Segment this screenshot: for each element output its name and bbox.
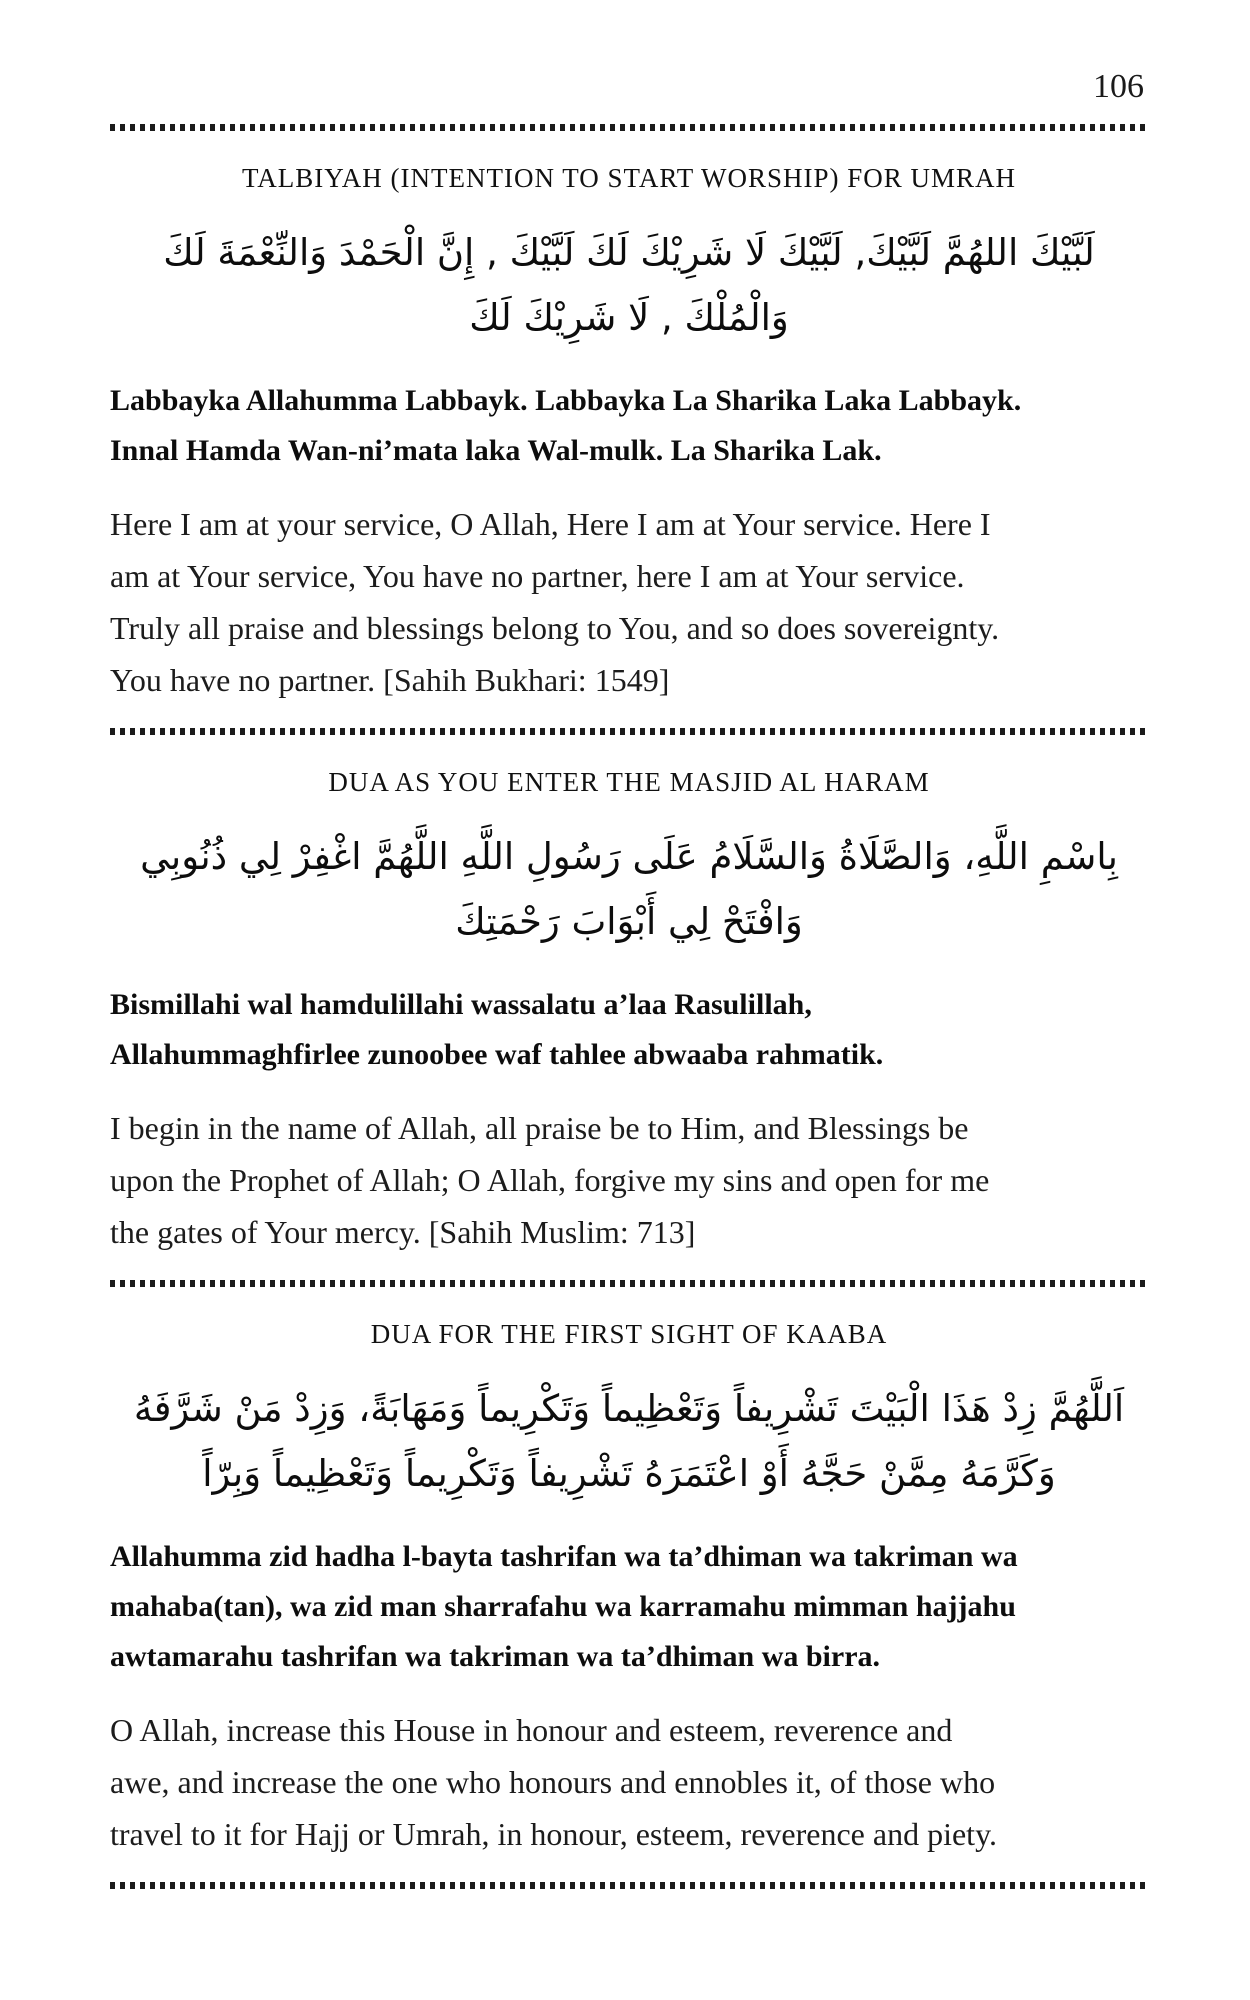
dua-section-first-sight-of-kaaba <box>110 1319 1148 1889</box>
translation-text <box>110 1704 1148 1860</box>
dotted-divider <box>110 1882 1148 1889</box>
dua-section-masjid-al-haram <box>110 767 1148 1287</box>
dotted-divider <box>110 1280 1148 1287</box>
translation-line: Here I am at your service, O Allah, Here I am at Your service. Here I <box>110 506 991 542</box>
translation-line: Truly all praise and blessings belong to You, and so does sovereignty. <box>110 610 1000 646</box>
transliteration-line: awtamarahu tashrifan wa takriman wa ta’dhiman wa birra. <box>110 1640 881 1673</box>
transliteration-text <box>110 376 1148 476</box>
translation-line: You have no partner. [Sahih Bukhari: 1549] <box>110 662 670 698</box>
dua-section-talbiyah <box>110 163 1148 735</box>
arabic-text-line: بِاسْمِ اللَّهِ، وَالصَّلَاةُ وَالسَّلَامُ عَلَى رَسُولِ اللَّهِ اللَّهُمَّ اغْفِرْ لِي ذُنُوبِي <box>140 835 1118 878</box>
arabic-text-line: وَافْتَحْ لِي أَبْوَابَ رَحْمَتِكَ <box>455 900 803 943</box>
page-number: 106 <box>1093 68 1144 105</box>
transliteration-line: Labbayka Allahumma Labbayk. Labbayka La Sharika Laka Labbayk. <box>110 384 1022 417</box>
translation-line: upon the Prophet of Allah; O Allah, forgive my sins and open for me <box>110 1162 990 1198</box>
arabic-text <box>110 824 1148 954</box>
translation-line: I begin in the name of Allah, all praise be to Him, and Blessings be <box>110 1110 969 1146</box>
translation-text <box>110 1102 1148 1258</box>
transliteration-line: mahaba(tan), wa zid man sharrafahu wa karramahu mimman hajjahu <box>110 1590 1016 1623</box>
arabic-text <box>110 1376 1148 1506</box>
transliteration-text <box>110 1532 1148 1682</box>
translation-text <box>110 498 1148 706</box>
section-heading: TALBIYAH (INTENTION TO START WORSHIP) FOR UMRAH <box>241 163 1017 193</box>
translation-line: O Allah, increase this House in honour and esteem, reverence and <box>110 1712 953 1748</box>
dotted-divider <box>110 728 1148 735</box>
translation-line: travel to it for Hajj or Umrah, in honour, esteem, reverence and piety. <box>110 1816 997 1852</box>
transliteration-line: Allahummaghfirlee zunoobee waf tahlee abwaaba rahmatik. <box>110 1038 884 1071</box>
transliteration-line: Innal Hamda Wan-ni’mata laka Wal-mulk. La Sharika Lak. <box>110 434 882 467</box>
section-heading: DUA FOR THE FIRST SIGHT OF KAABA <box>370 1319 888 1349</box>
arabic-text-line: وَالْمُلْكَ , لَا شَرِيْكَ لَكَ <box>469 296 789 339</box>
translation-line: am at Your service, You have no partner, here I am at Your service. <box>110 558 965 594</box>
translation-line: the gates of Your mercy. [Sahih Muslim: 713] <box>110 1214 696 1250</box>
section-heading: DUA AS YOU ENTER THE MASJID AL HARAM <box>328 767 930 797</box>
arabic-text-line: لَبَّيْكَ اللهُمَّ لَبَّيْكَ, لَبَّيْكَ لَا شَرِيْكَ لَكَ لَبَّيْكَ , إِنَّ الْحَمْدَ وَالنِّعْمَةَ لَكَ <box>163 231 1095 274</box>
arabic-text <box>110 220 1148 350</box>
translation-line: awe, and increase the one who honours and ennobles it, of those who <box>110 1764 996 1800</box>
transliteration-text <box>110 980 1148 1080</box>
dotted-divider <box>110 124 1148 131</box>
transliteration-line: Allahumma zid hadha l-bayta tashrifan wa ta’dhiman wa takriman wa <box>110 1540 1018 1573</box>
transliteration-line: Bismillahi wal hamdulillahi wassalatu a’laa Rasulillah, <box>110 988 812 1021</box>
arabic-text-line: وَكَرَّمَهُ مِمَّنْ حَجَّهُ أَوْ اعْتَمَرَهُ تَشْرِيفاً وَتَكْرِيماً وَتَعْظِيماً وَبِرّاً <box>202 1452 1056 1495</box>
arabic-text-line: اَللَّهُمَّ زِدْ هَذَا الْبَيْتَ تَشْرِيفاً وَتَعْظِيماً وَتَكْرِيماً وَمَهَابَةً، وَزِدْ مَنْ شَرَّفَهُ <box>133 1387 1125 1430</box>
